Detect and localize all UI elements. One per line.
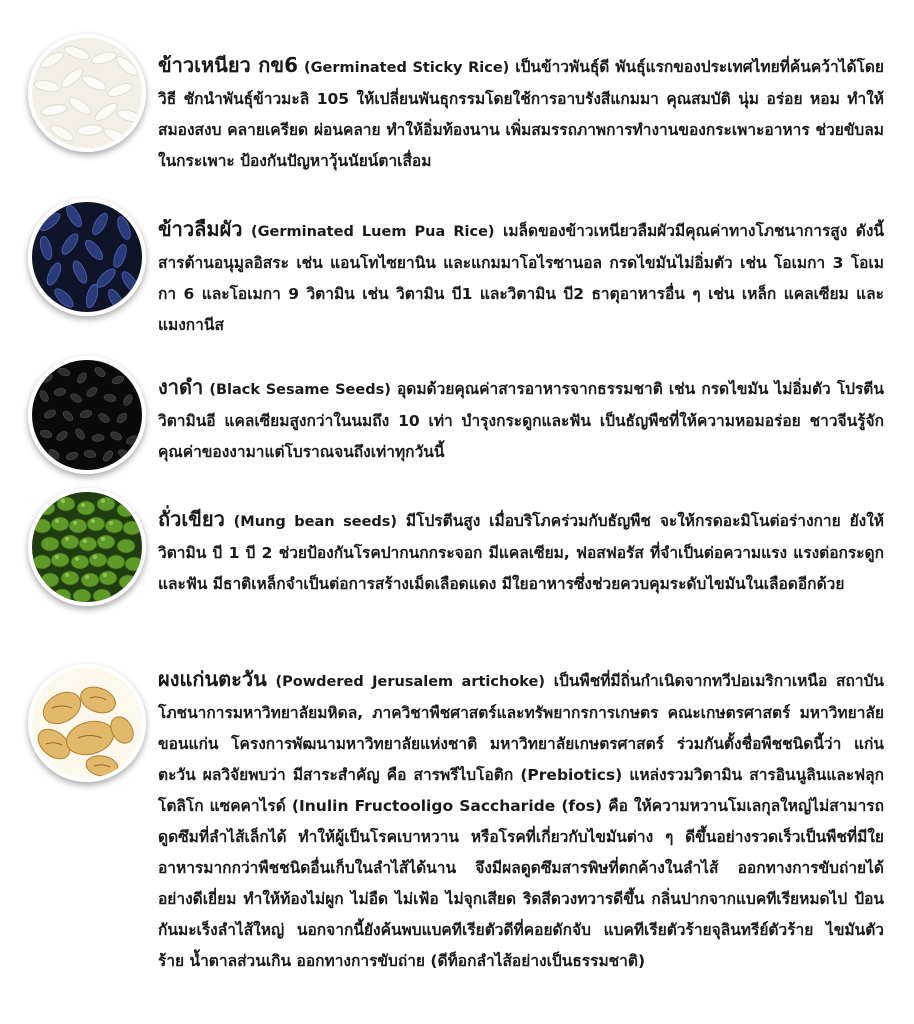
black-sesame-icon: [32, 360, 142, 470]
luem-pua-title-th: ข้าวลืมผัว: [158, 217, 243, 241]
jerusalem-artichoke-description: [158, 664, 884, 977]
mung-bean-image: [28, 488, 146, 606]
sticky-rice-icon: [32, 38, 142, 148]
sticky-rice-image: [28, 34, 146, 152]
sticky-rice-body: เป็นข้าวพันธุ์ดี พันธุ์แรกของประเทศไทยที่ค้นคว้าได้โดยวิธี ชักนำพันธุ์ข้าวมะลิ 105 ให้เปลี่ยนพันธุกรรมโดยใช้การอาบรังสีแกมมา คุณสมบัติ นุ่ม อร่อย หอม ทำให้สมองสงบ คลายเครียด ผ่อนคลาย ทำให้อิ่มท้องนาน เพิ่มสมรรถภาพการทำงานของกระเพาะอาหาร ช่วยขับลมในกระเพาะ ป้องกันปัญหาวุ้นนัยน์ตาเสื่อม: [158, 58, 884, 170]
mung-bean-icon: [32, 492, 142, 602]
jerusalem-artichoke-body: เป็นพืชที่มีถิ่นกำเนิดจากทวีปอเมริกาเหนือ สถาบันโภชนาการมหาวิทยาลัยมหิดล, ภาควิชาพืชศาสตร์และทรัพยากรการเกษตร คณะเกษตรศาสตร์ มหาวิทยาลัยขอนแก่น โครงการพัฒนามหาวิทยาลัยแห่งชาติ มหาวิทยาลัยเกษตรศาสตร์ ร่วมกันตั้งชื่อพืชชนิดนี้ว่า แก่นตะวัน ผลวิจัยพบว่า มีสาระสำคัญ คือ สารพรีไบโอติก (Prebiotics) แหล่งรวมวิตามิน สารอินนูลินและฟลุกโตลิโก แซคคาไรด์ (Inulin Fructooligo Saccharide (fos) คือ ให้ความหวานโมเลกุลใหญ่ไม่สามารถดูดซึมที่ลำไส้เล็กได้ ทำให้ผู้เป็นโรคเบาหวาน หรือโรคที่เกี่ยวกับไขมันต่าง ๆ ดีขึ้นอย่างรวดเร็วเป็นพืชที่มีใยอาหารมากกว่าพืชชนิดอื่นเก็บในลำไส้ได้นาน จึงมีผลดูดซึมสารพิษที่ตกค้างในลำไส้ ออกทางการขับถ่ายได้อย่างดีเยี่ยม ทำให้ท้องไม่ผูก ไม่อืด ไม่เฟ้อ ไม่จุกเสียด ริดสีดวงทวารดีขึ้น กลิ่นปากจากแบคทีเรียหมดไป ป้อนกันมะเร็งลำไส้ใหญ่ นอกจากนี้ยังค้นพบแบคทีเรียตัวดีที่คอยดักจับ แบคทีเรียตัวร้ายจุลินทรีย์ตัวร้าย ไขมันตัวร้าย น้ำตาลส่วนเกิน ออกทางการขับถ่าย (ดีท็อกลำไส้อย่างเป็นธรรมชาติ): [158, 672, 884, 970]
black-rice-icon: [32, 202, 142, 312]
jerusalem-artichoke-title-en: (Powdered Jerusalem artichoke): [275, 674, 545, 690]
black-rice-image: [28, 198, 146, 316]
black-sesame-title-en: (Black Sesame Seeds): [209, 382, 391, 398]
black-sesame-image: [28, 356, 146, 474]
luem-pua-body: เมล็ดของข้าวเหนียวลืมผัวมีคุณค่าทางโภชนาการสูง ดังนี้ สารต้านอนุมูลอิสระ เช่น แอนโทไซยานิน และแกมมาโอไรซานอล กรดไขมันไม่อิ่มตัว เช่น โอเมกา 3 โอเมกา 6 และโอเมกา 9 วิตามิน เช่น วิตามิน บี1 และวิตามิน บี2 ธาตุอาหารอื่น ๆ เช่น เหล็ก แคลเซียม และแมงกานีส: [158, 222, 884, 334]
mung-bean-title-en: (Mung bean seeds): [233, 514, 398, 530]
jerusalem-artichoke-image: [28, 664, 146, 782]
mung-bean-description: [158, 504, 884, 600]
luem-pua-description: [158, 214, 884, 341]
jerusalem-artichoke-title-th: ผงแก่นตะวัน: [158, 667, 267, 691]
luem-pua-title-en: (Germinated Luem Pua Rice): [250, 224, 495, 240]
mung-bean-body: มีโปรตีนสูง เมื่อบริโภคร่วมกับธัญพืช จะให้กรดอะมิโนต่อร่างกาย ยังให้วิตามิน บี 1 บี 2 ช่วยป้องกันโรคปากนกกระจอก มีแคลเซียม, ฟอสฟอรัส ที่จำเป็นต่อความแรง แรงต่อกระดูกและฟัน มีธาติเหล็กจำเป็นต่อการสร้างเม็ดเลือดแดง มีใยอาหารซึ่งช่วยควบคุมระดับไขมันในเลือดอีกด้วย: [158, 512, 885, 593]
jerusalem-artichoke-icon: [32, 668, 142, 778]
sticky-rice-title-th: ข้าวเหนียว กข6: [158, 53, 299, 77]
mung-bean-title-th: ถั่วเขียว: [158, 507, 225, 531]
sticky-rice-title-en: (Germinated Sticky Rice): [303, 60, 510, 76]
black-sesame-description: [158, 372, 884, 468]
black-sesame-body: อุดมด้วยคุณค่าสารอาหารจากธรรมชาติ เช่น กรดไขมัน ไม่อิ่มตัว โปรตีนวิตามินอี แคลเซียมสูงกว่าในนมถึง 10 เท่า บำรุงกระดูกและฟัน เป็นธัญพืชที่ให้ความหอมอร่อย ชาวจีนรู้จักคุณค่าของงามาแต่โบราณจนถึงเท่าทุกวันนี้: [158, 380, 884, 461]
black-sesame-title-th: งาดำ: [158, 375, 204, 399]
sticky-rice-description: [158, 50, 884, 177]
